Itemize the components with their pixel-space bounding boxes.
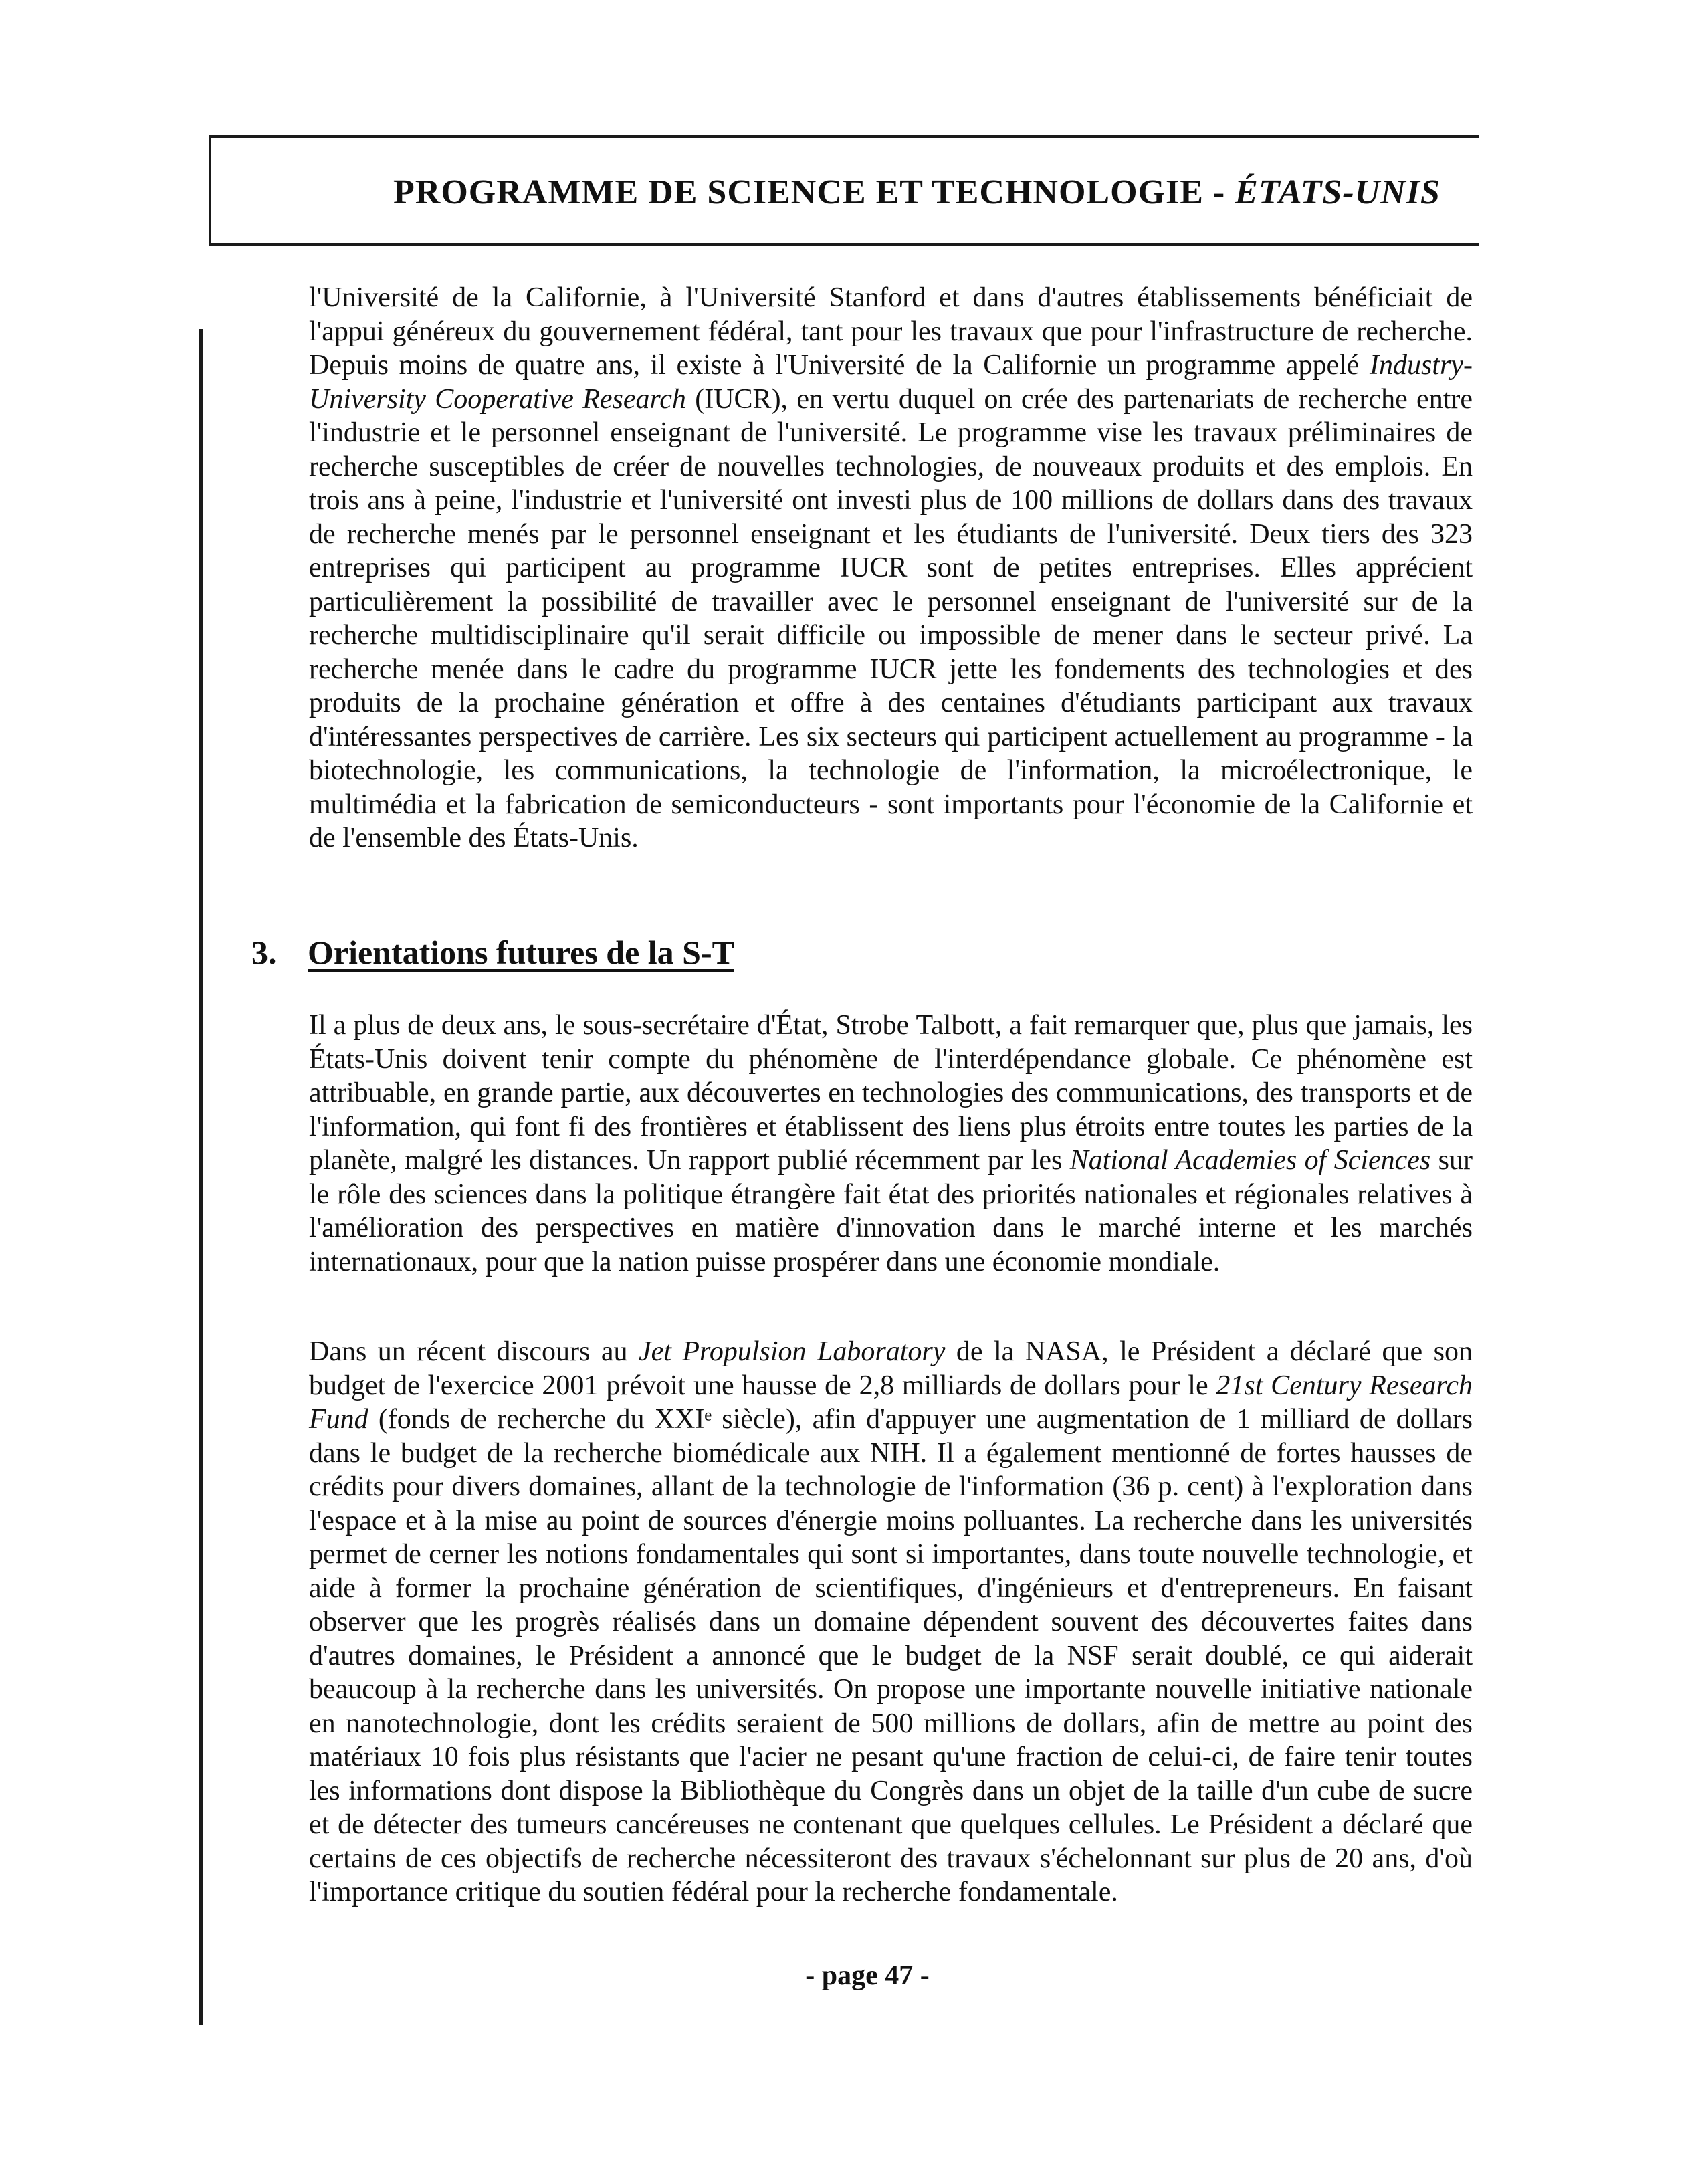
paragraph-italic-term: Jet Propulsion Laboratory — [638, 1336, 946, 1367]
margin-change-bar — [199, 329, 203, 2025]
page-header-title — [393, 173, 1477, 212]
paragraph-iucr — [309, 281, 1473, 855]
paragraph-text: de la NASA, le Président a déclaré que son budget de l'exercice 2001 prévoit une hausse de 2,8 milliards de dollars pour le — [309, 1336, 1473, 1401]
paragraph-president-budget — [309, 1335, 1473, 1909]
header-top-rule — [209, 135, 1479, 138]
section-number: 3. — [251, 934, 277, 971]
section-title: Orientations futures de la S-T — [308, 934, 734, 971]
paragraph-italic-term: National Academies of Sciences — [1069, 1145, 1431, 1176]
paragraph-interdependence — [309, 1009, 1473, 1279]
paragraph-text: Dans un récent discours au — [309, 1336, 639, 1367]
paragraph-text: (IUCR), en vertu duquel on crée des partenariats de recherche entre l'industrie et le personnel enseignant de l'université. Le programme vise les travaux préliminaires de recherche susceptibles de créer de nouvelles technologies, de nouveaux produits et des emplois. En trois ans à peine, l'industrie et l'université ont investi plus de 100 millions de dollars dans des travaux de recherche menés par le personnel enseignant et les étudiants de l'université. Deux tiers des 323 entreprises qui participent au programme IUCR sont de petites entreprises. Elles apprécient particulièrement la possibilité de travailler avec le personnel enseignant de l'université sur de la recherche multidisciplinaire qu'il serait difficile ou impossible de mener dans le secteur privé. La recherche menée dans le cadre du programme IUCR jette les fondements des technologies et des produits de la prochaine génération et offre à des centaines d'étudiants participant aux travaux d'intéressantes perspectives de carrière. Les six secteurs qui participent actuellement au programme - la biotechnologie, les communications, la technologie de l'information, la microélectronique, le multimédia et la fabrication de semiconducteurs - sont importants pour l'économie de la Californie et de l'ensemble des États-Unis. — [309, 383, 1473, 853]
paragraph-text: Il a plus de deux ans, le sous-secrétaire d'État, Strobe Talbott, a fait remarquer que, plus que jamais, les États-Unis doivent tenir compte du phénomène de l'interdépendance globale. Ce phénomène est attribuable, en grande partie, aux découvertes en technologies des communications, des transports et de l'information, qui font fi des frontières et établissent des liens plus étroits entre toutes les parties de la planète, malgré les distances. Un rapport publié récemment par les — [309, 1010, 1473, 1176]
header-title-main: PROGRAMME DE SCIENCE ET TECHNOLOGIE - — [393, 173, 1235, 211]
paragraph-italic-term: Industry-University Cooperative Research — [309, 350, 1473, 415]
header-bottom-rule — [209, 243, 1479, 246]
paragraph-text: sur le rôle des sciences dans la politique étrangère fait état des priorités nationales et régionales relatives à l'amélioration des perspectives en matière d'innovation dans le marché interne et les marchés internationaux, pour que la nation puisse prospérer dans une économie mondiale. — [309, 1145, 1473, 1277]
paragraph-text: (fonds de recherche du XXIᵉ siècle), afin d'appuyer une augmentation de 1 milliard de dollars dans le budget de la recherche biomédicale aux NIH. Il a également mentionné de fortes hausses de crédits pour divers domaines, allant de la technologie de l'information (36 p. cent) à l'exploration dans l'espace et à la mise au point de sources d'énergie moins polluantes. La recherche dans les universités permet de cerner les notions fondamentales qui sont si importantes, dans toute nouvelle technologie, et aide à former la prochaine génération de scientifiques, d'ingénieurs et d'entrepreneurs. En faisant observer que les progrès réalisés dans un domaine dépendent souvent des découvertes faites dans d'autres domaines, le Président a annoncé que le budget de la NSF serait doublé, ce qui aiderait beaucoup à la recherche dans les universités. On propose une importante nouvelle initiative nationale en nanotechnologie, dont les crédits seraient de 500 millions de dollars, afin de mettre au point des matériaux 10 fois plus résistants que l'acier ne pesant qu'une fraction de celui-ci, de faire tenir toutes les informations dont dispose la Bibliothèque du Congrès dans un objet de la taille d'un cube de sucre et de détecter des tumeurs cancéreuses ne contenant que quelques cellules. Le Président a déclaré que certains de ces objectifs de recherche nécessiteront des travaux s'échelonnant sur plus de 20 ans, d'où l'importance critique du soutien fédéral pour la recherche fondamentale. — [309, 1404, 1473, 1907]
header-left-border — [209, 135, 211, 246]
header-title-country: ÉTATS-UNIS — [1235, 173, 1440, 211]
paragraph-italic-term: 21st Century Research Fund — [309, 1370, 1473, 1435]
page-number: - page 47 - — [805, 1960, 930, 1991]
paragraph-text: l'Université de la Californie, à l'Université Stanford et dans d'autres établissements bénéficiait de l'appui généreux du gouvernement fédéral, tant pour les travaux que pour l'infrastructure de recherche. Depuis moins de quatre ans, il existe à l'Université de la Californie un programme appelé — [309, 282, 1473, 381]
section-heading — [251, 933, 734, 972]
